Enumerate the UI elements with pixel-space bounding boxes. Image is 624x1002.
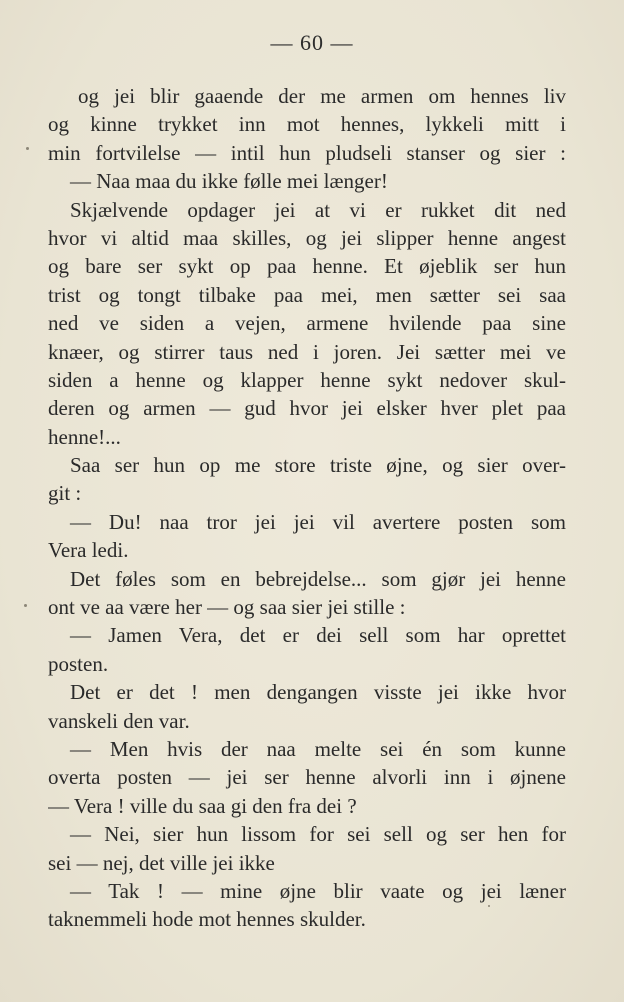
text-line: taknemmeli hode mot hennes skulder. [48, 907, 366, 932]
text-line: — Jamen Vera, det er dei sell som har oprettet [70, 623, 566, 648]
text-line: vanskeli den var. [48, 708, 190, 733]
text-line: knæer, og stirrer taus ned i joren. Jei sætter mei ve [48, 339, 566, 364]
text-line: ned ve siden a vejen, armene hvilende paa sine [48, 311, 566, 336]
text-line: Skjælvende opdager jei at vi er rukket dit ned [70, 197, 566, 222]
text-line: og jei blir gaaende der me armen om hennes liv [78, 84, 566, 108]
text-line: min fortvilelse — intil hun pludseli stanser og sier : [48, 140, 566, 165]
text-line: trist og tongt tilbake paa mei, men sætter sei saa [48, 282, 566, 307]
text-line: Det er det ! men dengangen visste jei ikke hvor [70, 680, 566, 705]
text-line: posten. [48, 651, 109, 676]
text-line: — Naa maa du ikke følle mei længer! [70, 169, 388, 194]
body-text [48, 82, 566, 934]
text-line: og bare ser sykt op paa henne. Et øjeblik ser hun [48, 254, 566, 279]
text-line: deren og armen — gud hvor jei elsker hver plet paa [48, 396, 566, 421]
text-line: — Vera ! ville du saa gi den fra dei ? [48, 793, 357, 818]
text-line: hvor vi altid maa skilles, og jei slipper henne angest [48, 225, 566, 250]
text-line: siden a henne og klapper henne sykt nedover skul- [48, 367, 566, 392]
text-line: Saa ser hun op me store triste øjne, og sier over- [70, 453, 566, 478]
text-line: — Nei, sier hun lissom for sei sell og ser hen for [70, 822, 566, 847]
text-line: Vera ledi. [48, 538, 129, 563]
text-line: — Du! naa tror jei jei vil avertere posten som [70, 509, 566, 534]
page-number: — 60 — [270, 30, 354, 55]
paper-speck [24, 604, 27, 607]
text-line: git : [48, 481, 82, 506]
text-line: ont ve aa være her — og saa sier jei stille : [48, 595, 406, 620]
text-line: overta posten — jei ser henne alvorli inn i øjnene [48, 765, 566, 790]
paper-speck [488, 905, 490, 907]
text-line: Det føles som en bebrejdelse... som gjør jei henne [70, 566, 566, 591]
paper-speck [26, 147, 29, 150]
text-line: sei — nej, det ville jei ikke [48, 850, 275, 875]
text-line: — Men hvis der naa melte sei én som kunne [70, 736, 566, 761]
text-line: henne!... [48, 424, 121, 449]
text-line: — Tak ! — mine øjne blir vaate og jei læner [70, 878, 566, 903]
text-line: og kinne trykket inn mot hennes, lykkeli mitt i [48, 112, 566, 137]
